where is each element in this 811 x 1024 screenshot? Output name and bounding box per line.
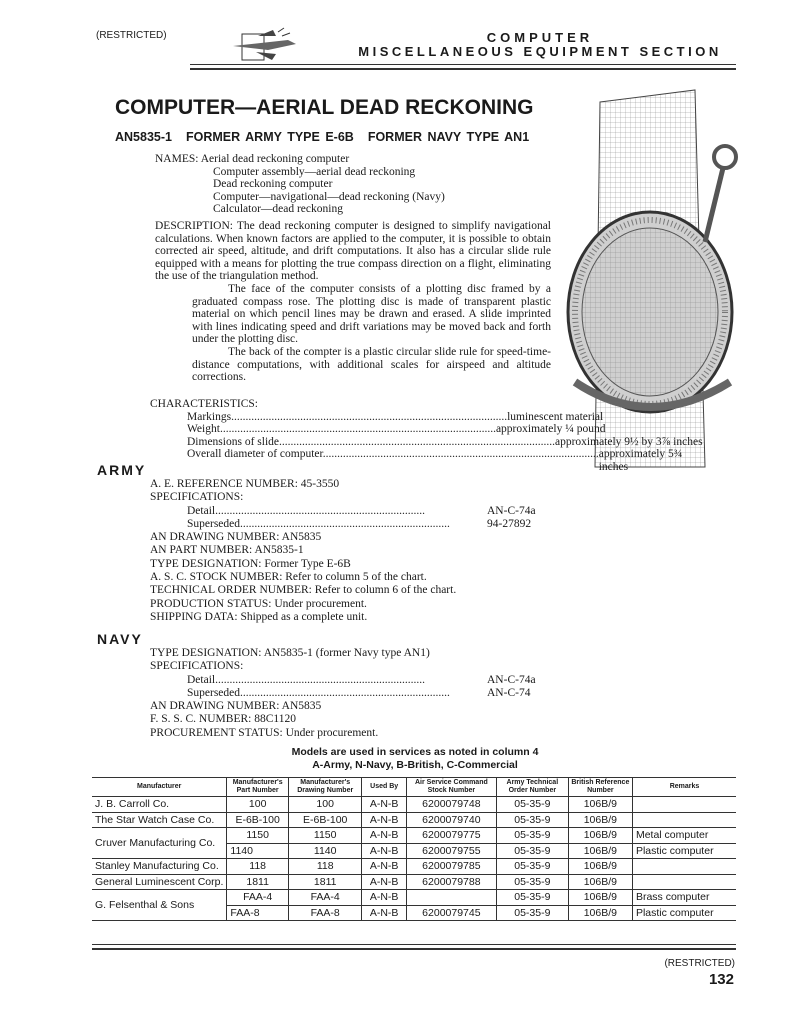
table-cell: 05-35-9 bbox=[496, 890, 568, 906]
characteristics-label: CHARACTERISTICS: bbox=[150, 398, 258, 410]
table-cell: J. B. Carroll Co. bbox=[92, 797, 227, 813]
name-item: Computer assembly—aerial dead reckoning bbox=[213, 165, 416, 178]
army-line: AN DRAWING NUMBER: AN5835 bbox=[150, 531, 322, 544]
table-cell: 100 bbox=[227, 797, 289, 813]
army-line: AN PART NUMBER: AN5835-1 bbox=[150, 544, 304, 557]
navy-line: PROCUREMENT STATUS: Under procurement. bbox=[150, 726, 379, 739]
army-line: A. S. C. STOCK NUMBER: Refer to column 5 of the chart. bbox=[150, 571, 427, 584]
characteristic-row bbox=[187, 448, 707, 473]
characteristic-row bbox=[187, 411, 707, 424]
table-cell: 05-35-9 bbox=[496, 905, 568, 921]
footer-restricted: (RESTRICTED) bbox=[664, 958, 735, 969]
column-header: Remarks bbox=[632, 778, 736, 797]
spec-value: AN-C-74 bbox=[487, 686, 531, 699]
table-cell: 1811 bbox=[288, 874, 362, 890]
table-cell: A-N-B bbox=[362, 843, 406, 859]
table-cell: 05-35-9 bbox=[496, 843, 568, 859]
table-row bbox=[92, 874, 736, 890]
table-cell: 106B/9 bbox=[568, 828, 632, 844]
table-cell: 106B/9 bbox=[568, 890, 632, 906]
table-cell: General Luminescent Corp. bbox=[92, 874, 227, 890]
army-ref: A. E. REFERENCE NUMBER: 45-3550 bbox=[150, 478, 340, 490]
navy-spec-label: SPECIFICATIONS: bbox=[150, 660, 244, 673]
table-cell: 6200079788 bbox=[406, 874, 496, 890]
footer-rule bbox=[92, 948, 736, 950]
table-cell: 1150 bbox=[227, 828, 289, 844]
table-cell: FAA-8 bbox=[288, 905, 362, 921]
army-line: PRODUCTION STATUS: Under procurement. bbox=[150, 597, 367, 610]
table-cell: FAA-4 bbox=[227, 890, 289, 906]
table-cell: 05-35-9 bbox=[496, 859, 568, 875]
table-cell: 106B/9 bbox=[568, 843, 632, 859]
spec-value: AN-C-74a bbox=[487, 504, 536, 517]
column-header: Manufacturer bbox=[92, 778, 227, 797]
table-cell: FAA-8 bbox=[227, 905, 289, 921]
caption-line: A-Army, N-Navy, B-British, C-Commercial bbox=[312, 759, 518, 771]
description-paragraph: The dead reckoning computer is designed to simplify navigational calculations. When known factors are applied to the computer, it is possible to obtain corrected air speed, altitude, and drift computations. It also has a circular slide rule equipped with a means for plotting the true compass direction on a flight, eliminating the use of the triangulation method. bbox=[155, 220, 551, 283]
subtitle bbox=[115, 130, 543, 144]
table-cell: 05-35-9 bbox=[496, 874, 568, 890]
characteristic-value: approximately 9½ by 3⅞ inches bbox=[555, 435, 703, 448]
spec-key: Detail......................................................................... bbox=[187, 673, 425, 686]
table-cell: 1150 bbox=[288, 828, 362, 844]
table-cell: 6200079740 bbox=[406, 812, 496, 828]
characteristic-key: Dimensions of slide................................................................................................ bbox=[187, 435, 555, 448]
table-cell: 1140 bbox=[288, 843, 362, 859]
column-header: Army Technical Order Number bbox=[496, 778, 568, 797]
table-cell: FAA-4 bbox=[288, 890, 362, 906]
column-header: British Reference Number bbox=[568, 778, 632, 797]
table-cell bbox=[632, 859, 736, 875]
characteristic-value: approximately ¼ pound bbox=[495, 423, 606, 436]
table-cell: A-N-B bbox=[362, 797, 406, 813]
table-row bbox=[92, 859, 736, 875]
characteristic-key: Markings................................................................................................ bbox=[187, 410, 508, 423]
table-cell: E-6B-100 bbox=[227, 812, 289, 828]
header-rule bbox=[190, 64, 736, 65]
page-number: 132 bbox=[708, 971, 734, 988]
caption-line: Models are used in services as noted in column 4 bbox=[291, 746, 539, 758]
table-cell: 106B/9 bbox=[568, 812, 632, 828]
aircraft-logo-icon bbox=[228, 24, 300, 66]
table-cell: A-N-B bbox=[362, 890, 406, 906]
spec-key: Detail......................................................................... bbox=[187, 504, 425, 517]
table-cell: The Star Watch Case Co. bbox=[92, 812, 227, 828]
table-cell: 05-35-9 bbox=[496, 812, 568, 828]
name-item: Calculator—dead reckoning bbox=[213, 203, 343, 216]
characteristic-key: Weight................................................................................................ bbox=[187, 423, 496, 436]
army-heading: ARMY bbox=[97, 462, 147, 478]
name-item: Computer—navigational—dead reckoning (Navy) bbox=[213, 190, 445, 203]
table-cell: 6200079775 bbox=[406, 828, 496, 844]
army-spec-label: SPECIFICATIONS: bbox=[150, 491, 244, 504]
army-line: TYPE DESIGNATION: Former Type E-6B bbox=[150, 557, 351, 570]
navy-line: F. S. S. C. NUMBER: 88C1120 bbox=[150, 713, 296, 726]
table-caption bbox=[90, 746, 740, 772]
table-cell: E-6B-100 bbox=[288, 812, 362, 828]
subtitle-part: FORMER ARMY TYPE E-6B bbox=[185, 130, 354, 144]
spec-key: Superseded......................................................................... bbox=[187, 517, 450, 530]
army-section bbox=[150, 478, 550, 624]
table-cell: 05-35-9 bbox=[496, 828, 568, 844]
table-cell: 100 bbox=[288, 797, 362, 813]
table-row bbox=[92, 797, 736, 813]
subtitle-part: FORMER NAVY TYPE AN1 bbox=[367, 130, 530, 144]
table-cell: 106B/9 bbox=[568, 905, 632, 921]
table-cell bbox=[632, 797, 736, 813]
column-header: Manufacturer's Part Number bbox=[227, 778, 289, 797]
table-cell: 6200079785 bbox=[406, 859, 496, 875]
table-cell: 106B/9 bbox=[568, 874, 632, 890]
table-cell: 6200079748 bbox=[406, 797, 496, 813]
spec-key: Superseded......................................................................... bbox=[187, 686, 450, 699]
subtitle-part: AN5835-1 bbox=[115, 130, 172, 144]
characteristic-row bbox=[187, 423, 707, 436]
table-cell: 6200079745 bbox=[406, 905, 496, 921]
table-cell: 118 bbox=[288, 859, 362, 875]
table-cell: A-N-B bbox=[362, 874, 406, 890]
army-line: SHIPPING DATA: Shipped as a complete unit. bbox=[150, 610, 368, 623]
characteristic-row bbox=[187, 436, 707, 449]
header-line2: MISCELLANEOUS EQUIPMENT SECTION bbox=[358, 44, 722, 59]
description-label: DESCRIPTION: bbox=[155, 220, 233, 232]
footer-rule bbox=[92, 944, 736, 945]
table-cell bbox=[406, 890, 496, 906]
table-row bbox=[92, 812, 736, 828]
spec-value: AN-C-74a bbox=[487, 673, 536, 686]
table-cell: Brass computer bbox=[632, 890, 736, 906]
models-table bbox=[92, 777, 736, 921]
table-cell: 1811 bbox=[227, 874, 289, 890]
table-cell: 118 bbox=[227, 859, 289, 875]
description-section bbox=[155, 220, 551, 384]
table-cell: 05-35-9 bbox=[496, 797, 568, 813]
name-item: Aerial dead reckoning computer bbox=[200, 153, 350, 165]
header-line1: COMPUTER bbox=[486, 30, 594, 45]
table-cell: Plastic computer bbox=[632, 905, 736, 921]
column-header: Air Service Command Stock Number bbox=[406, 778, 496, 797]
table-row bbox=[92, 828, 736, 844]
table-cell: Plastic computer bbox=[632, 843, 736, 859]
table-cell: A-N-B bbox=[362, 828, 406, 844]
table-cell: A-N-B bbox=[362, 859, 406, 875]
table-cell: A-N-B bbox=[362, 905, 406, 921]
table-cell bbox=[632, 812, 736, 828]
table-cell: G. Felsenthal & Sons bbox=[92, 890, 227, 921]
description-paragraph: The face of the computer consists of a plotting disc framed by a graduated compass rose. The plotting disc is made of transparent plastic material on which pencil lines may be drawn and erased. A slide imprinted with lines indicating speed and drift variations may be moved back and forth under the plotting disc. bbox=[192, 282, 551, 346]
names-section bbox=[155, 153, 445, 216]
table-cell: Stanley Manufacturing Co. bbox=[92, 859, 227, 875]
navy-type: TYPE DESIGNATION: AN5835-1 (former Navy type AN1) bbox=[150, 647, 430, 659]
header-rule bbox=[190, 68, 736, 70]
description-paragraph: The back of the compter is a plastic circular slide rule for speed-time-distance computations, with additional scales for airspeed and altitude corrections. bbox=[192, 345, 551, 384]
page-title: COMPUTER—AERIAL DEAD RECKONING bbox=[115, 96, 534, 119]
table-cell: 106B/9 bbox=[568, 797, 632, 813]
characteristic-key: Overall diameter of computer................................................................................................ bbox=[187, 448, 599, 461]
table-row bbox=[92, 890, 736, 906]
column-header: Used By bbox=[362, 778, 406, 797]
table-cell: 1140 bbox=[227, 843, 289, 859]
navy-line: AN DRAWING NUMBER: AN5835 bbox=[150, 700, 322, 713]
navy-section bbox=[150, 647, 550, 740]
table-cell: 106B/9 bbox=[568, 859, 632, 875]
table-cell: Cruver Manufacturing Co. bbox=[92, 828, 227, 859]
name-item: Dead reckoning computer bbox=[213, 178, 333, 191]
column-header: Manufacturer's Drawing Number bbox=[288, 778, 362, 797]
characteristic-value: luminescent material bbox=[507, 410, 604, 423]
names-label: NAMES: bbox=[155, 153, 199, 165]
army-line: TECHNICAL ORDER NUMBER: Refer to column 6 of the chart. bbox=[150, 584, 457, 597]
table-cell: 6200079755 bbox=[406, 843, 496, 859]
characteristics-section bbox=[150, 398, 707, 474]
restricted-label: (RESTRICTED) bbox=[96, 30, 167, 41]
table-cell: A-N-B bbox=[362, 812, 406, 828]
table-cell: Metal computer bbox=[632, 828, 736, 844]
characteristic-value: approximately 5¾ inches bbox=[598, 448, 683, 473]
spec-value: 94-27892 bbox=[487, 517, 532, 530]
table-cell bbox=[632, 874, 736, 890]
navy-heading: NAVY bbox=[97, 631, 143, 647]
